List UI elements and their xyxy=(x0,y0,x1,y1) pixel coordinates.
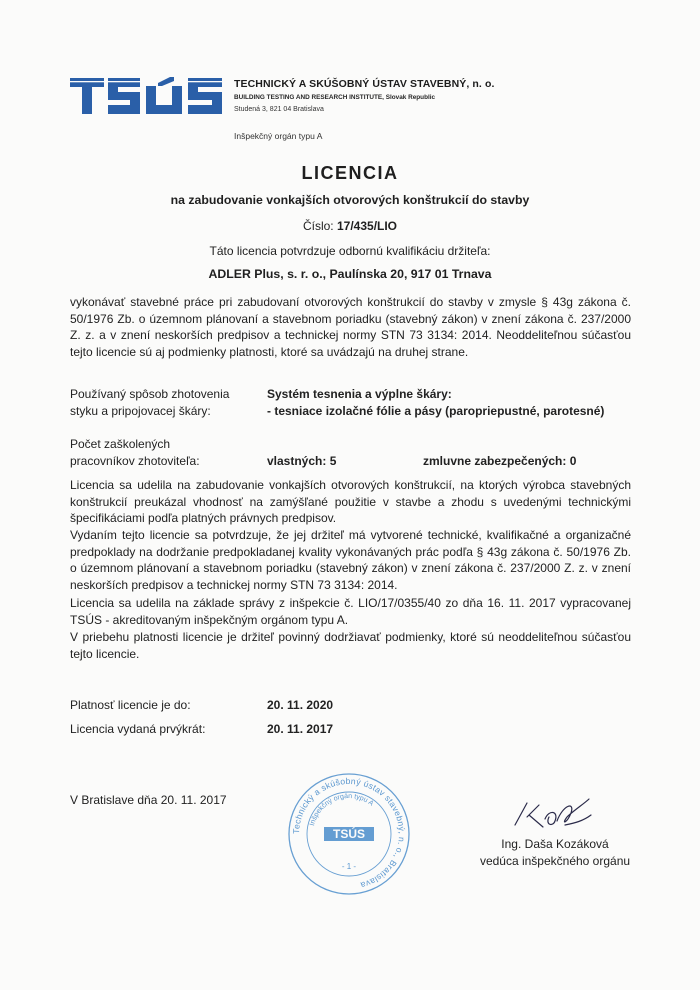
validity-label: Platnosť licencie je do: xyxy=(70,698,191,712)
workers-contract: zmluvne zabezpečených: 0 xyxy=(423,454,577,468)
confirmation-text: Táto licencia potvrdzuje odbornú kvalifikáciu držiteľa: xyxy=(209,244,491,258)
method-label-line-2: styku a pripojovacej škáry: xyxy=(70,403,211,418)
first-issue-label: Licencia vydaná prvýkrát: xyxy=(70,722,206,736)
method-value xyxy=(267,386,604,419)
svg-text:Inšpekčný orgán typu A xyxy=(309,793,375,827)
workers-label-line-1: Počet zaškolených xyxy=(70,437,171,451)
signer-role: vedúca inšpekčného orgánu xyxy=(479,853,631,868)
license-holder: ADLER Plus, s. r. o., Paulínska 20, 917 01 Trnava xyxy=(208,267,492,281)
official-stamp xyxy=(286,771,412,897)
conditions-paragraph: V priebehu platnosti licencie je držiteľ povinný dodržiavať podmienky, ktoré sú neoddeliteľnou súčasťou tejto licencie. xyxy=(70,630,631,661)
signer-name: Ing. Daša Kozáková xyxy=(501,837,609,851)
scope-paragraph: vykonávať stavebné práce pri zabudovaní otvorových konštrukcií do stavby v zmysle § 43g zákona č. 50/1976 Zb. o územnom plánovaní a stavebnom poriadku (stavebný zákon) v znení zákona č. 237/2000 Z. z. a v znení neskorších predpisov a technickej normy STN 73 3134: 2014. Neoddeliteľnou súčasťou tejto licencie sú aj podmienky platnosti, ktoré sa uvádzajú na druhej strane. xyxy=(70,295,631,360)
organization-block xyxy=(234,79,495,113)
signer-block xyxy=(425,836,685,869)
inspection-report-paragraph: Licencia sa udelila na základe správy z inšpekcie č. LIO/17/0355/40 zo dňa 16. 11. 2017 vypracovanej TSÚS - akreditovaným inšpekčným orgánom typu A. xyxy=(70,596,631,627)
method-label-line-1: Používaný spôsob zhotovenia xyxy=(70,387,230,401)
license-number xyxy=(0,219,700,233)
stamp-logo-text: TSÚS xyxy=(332,827,366,841)
license-number-value: 17/435/LIO xyxy=(336,219,398,233)
stamp-number: - 1 - xyxy=(341,862,357,871)
tsus-logo xyxy=(70,77,222,115)
workers-label-line-2: pracovníkov zhotoviteľa: xyxy=(70,453,200,468)
inspection-organ-type: Inšpekčný orgán typu A xyxy=(234,131,323,141)
organization-name: TECHNICKÝ A SKÚŠOBNÝ ÚSTAV STAVEBNÝ, n. o. xyxy=(234,78,495,90)
document-subtitle: na zabudovanie vonkajších otvorových konštrukcií do stavby xyxy=(170,193,530,207)
document-title: LICENCIA xyxy=(301,163,399,183)
qualification-paragraph: Vydaním tejto licencie sa potvrdzuje, že jej držiteľ má vytvorené technické, kvalifikačné a organizačné predpoklady na dodržanie predpokladanej kvality vykonávaných prác podľa § 43g zákona č. 50/1976 Zb. o územnom plánovaní a stavebnom poriadku (stavebný zákon) v znení zákona č. 237/2000 Z. z. v znení neskorších predpisov a technickej normy STN 73 3134: 2014. xyxy=(70,528,631,593)
stamp-inner-text: Inšpekčný orgán typu A xyxy=(309,792,375,827)
grant-paragraph: Licencia sa udelila na zabudovanie vonkajších otvorových konštrukcií, na ktorých výrobca stavebných konštrukcií preukázal vhodnosť na zamýšľané použitie v stavbe a zhodu s uvedenými technickými špecifikáciami podľa platných právnych predpisov. xyxy=(70,478,631,526)
signature xyxy=(505,795,595,835)
organization-address: Studená 3, 821 04 Bratislava xyxy=(234,105,324,113)
place-and-date: V Bratislave dňa 20. 11. 2017 xyxy=(70,793,227,807)
first-issue-date: 20. 11. 2017 xyxy=(267,722,334,736)
stamp-ring-text: Technický a skúšobný ústav stavebný, n. o., Bratislava xyxy=(290,775,408,891)
method-value-line-1: Systém tesnenia a výplne škáry: xyxy=(267,387,452,401)
workers-label xyxy=(70,436,200,469)
organization-name-english: BUILDING TESTING AND RESEARCH INSTITUTE, Slovak Republic xyxy=(234,93,436,101)
method-value-line-2: - tesniace izolačné fólie a pásy (paropriepustné, parotesné) xyxy=(267,403,605,418)
validity-date: 20. 11. 2020 xyxy=(267,698,334,712)
method-label xyxy=(70,386,229,419)
workers-own: vlastných: 5 xyxy=(267,454,337,468)
license-number-label: Číslo: xyxy=(302,219,334,233)
